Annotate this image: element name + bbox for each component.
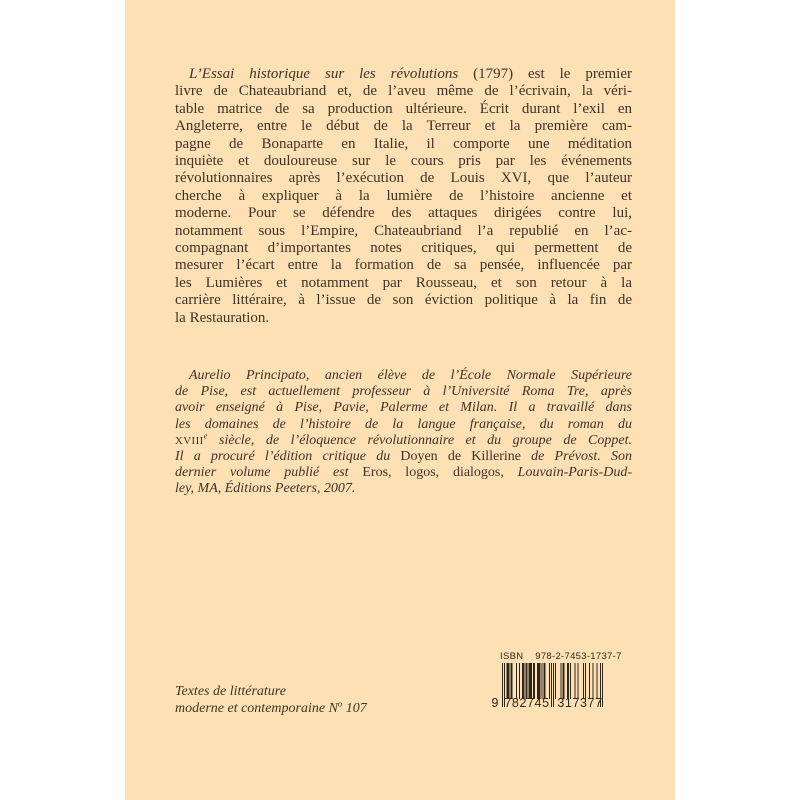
text-line: [175, 684, 475, 701]
text-segment: cherche à expliquer à la lumière de l’histoire ancienne et: [175, 187, 632, 204]
author-bio-paragraph: [175, 368, 632, 498]
barcode-digits-right: 317377: [557, 696, 603, 710]
text-line: [175, 118, 632, 135]
text-line: [175, 257, 632, 274]
text-segment: dernier volume publié est: [175, 465, 363, 481]
text-segment: XVIII: [175, 434, 204, 447]
text-segment: o: [337, 697, 343, 708]
text-segment: Angleterre, entre le début de la Terreur et la première cam-: [175, 118, 632, 135]
barcode-digits-left: 782745: [504, 696, 550, 710]
text-segment: siècle, de l’éloquence révolutionnaire et du groupe de Coppet.: [207, 432, 632, 448]
text-segment: Doyen de Killerine: [400, 449, 521, 465]
text-segment: mesurer l’écart entre la formation de sa pensée, influencée par: [175, 257, 632, 274]
text-line: [175, 310, 632, 327]
text-line: [175, 400, 632, 416]
text-segment: Textes de littérature: [175, 684, 286, 699]
text-line: [175, 417, 632, 433]
text-line: [175, 170, 632, 187]
text-line: [175, 66, 632, 83]
text-segment: moderne. Pour se défendre des attaques dirigées contre lui,: [175, 205, 632, 222]
text-segment: (1797) est le premier: [458, 66, 633, 82]
text-segment: Il a procuré l’édition critique du: [175, 449, 401, 465]
text-segment: la Restauration.: [175, 309, 270, 326]
text-line: [175, 136, 632, 153]
text-segment: carrière littéraire, à l’issue de son éviction politique à la fin de: [175, 292, 632, 309]
text-segment: ley, MA, Éditions Peeters, 2007.: [175, 481, 356, 497]
text-segment: Aurelio Principato, ancien élève de l’École Normale Supérieure: [189, 368, 632, 383]
text-segment: livre de Chateaubriand et, de l’aveu même de l’écrivain, la véri-: [175, 83, 632, 100]
text-line: [175, 697, 475, 718]
text-line: [175, 83, 632, 100]
text-segment: Louvain-Paris-Dud-: [503, 465, 633, 481]
text-segment: de Pise, est actuellement professeur à l’Université Roma Tre, après: [175, 384, 632, 400]
text-line: [175, 368, 632, 384]
text-line: [175, 292, 632, 309]
text-segment: de Prévost. Son: [521, 449, 632, 465]
text-line: [175, 153, 632, 170]
text-segment: révolutionnaires après l’exécution de Louis XVI, que l’auteur: [175, 170, 632, 187]
isbn-barcode: [490, 651, 622, 713]
paper: [125, 0, 675, 800]
text-segment: les Lumières et notamment par Rousseau, et son retour à la: [175, 274, 632, 291]
barcode-digit-first: 9: [491, 696, 499, 710]
text-line: [175, 481, 632, 497]
text-segment: compagnant d’importantes notes critiques, qui permettent de: [175, 240, 632, 257]
text-segment: avoir enseigné à Pise, Pavie, Palerme et Milan. Il a travaillé dans: [175, 400, 632, 416]
text-line: [175, 449, 632, 465]
text-line: [175, 188, 632, 205]
book-summary-paragraph: [175, 66, 632, 327]
text-segment: inquiète et douloureuse sur le cours pris par les événements: [175, 153, 632, 170]
text-line: [175, 430, 632, 449]
text-line: [175, 240, 632, 257]
text-segment: e: [203, 430, 208, 441]
text-segment: table matrice de sa production ultérieure. Écrit durant l’exil en: [175, 100, 632, 117]
text-line: [175, 465, 632, 481]
text-segment: pagne de Bonaparte en Italie, il comporte une méditation: [175, 135, 632, 152]
text-line: [175, 384, 632, 400]
text-line: [175, 275, 632, 292]
text-line: [175, 223, 632, 240]
text-line: [175, 101, 632, 118]
text-segment: les domaines de l’histoire de la langue française, du roman du: [175, 416, 632, 432]
text-line: [175, 205, 632, 222]
text-segment: 107: [342, 700, 367, 716]
text-segment: Eros, logos, dialogos,: [362, 465, 504, 481]
text-segment: notamment sous l’Empire, Chateaubriand l’a republié en l’ac-: [175, 222, 632, 239]
text-segment: moderne et contemporaine N: [175, 700, 338, 716]
text-segment: L’Essai historique sur les révolutions: [189, 66, 459, 82]
isbn-label: ISBN 978-2-7453-1737-7: [500, 651, 622, 662]
series-title: [175, 684, 475, 717]
